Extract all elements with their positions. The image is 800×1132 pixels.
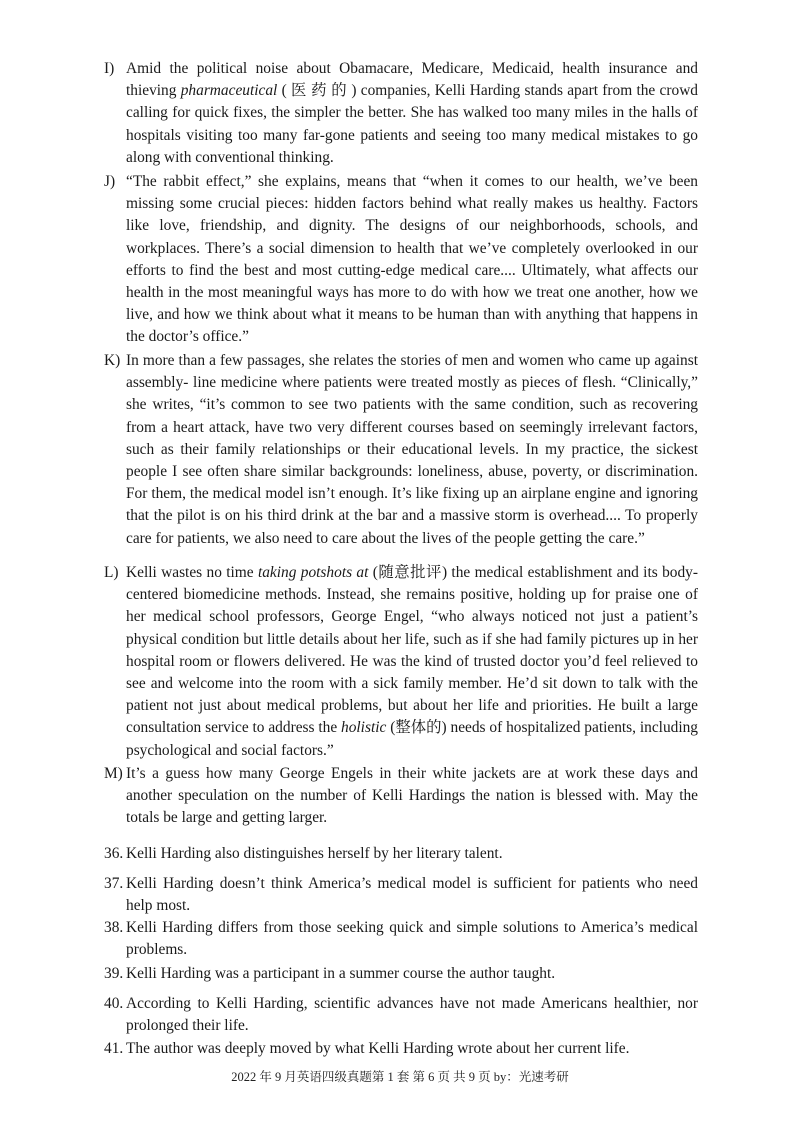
paragraph-m: [104, 763, 698, 830]
question-text: Kelli Harding differs from those seeking quick and simple solutions to America’s medical problems.: [126, 919, 698, 959]
question-number: 37.: [104, 875, 124, 892]
question-item: [104, 963, 698, 985]
paragraph-l: [104, 562, 698, 762]
text-run: (整体的) needs of hospitalized patients, including psychological and social factors.”: [126, 719, 698, 759]
italic-term: holistic: [341, 719, 387, 737]
paragraph-label: L): [104, 564, 119, 581]
text-run: (随意批评) the medical establishment and its body-centered biomedicine methods. Instead, she remains positive, holding up for praise one of her medical school professors, George Engel, “who always noticed not just a patient’s physical condition but little details about her life, such as if she had family pictures up in her hospital room or flowers delivered. He was the kind of trusted doctor you’d feel relieved to see and welcome into the room with a sick family member. He’d sit down to talk with the patient not just about medical problems, but about her life and priorities. He built a large consultation service to address the: [126, 564, 698, 737]
text-run: Kelli wastes no time: [126, 564, 258, 581]
question-item: [104, 873, 698, 917]
question-text: Kelli Harding also distinguishes herself by her literary talent.: [126, 845, 503, 862]
paragraph-text: [104, 171, 698, 349]
paragraph-label: I): [104, 60, 115, 77]
paragraph-j: [104, 171, 698, 349]
text-run: ( 医 药 的 ) companies, Kelli Harding stands apart from the crowd calling for quick fixes, the simpler the better. She has walked too many miles in the halls of hospitals visiting too many far-gone patients and seeing too many medical mistakes to go along with conventional thinking.: [126, 82, 698, 166]
page-footer: 2022 年 9 月英语四级真题第 1 套 第 6 页 共 9 页 by：光速考研: [231, 1070, 569, 1084]
paragraph-label: M): [104, 765, 123, 782]
question-number: 39.: [104, 965, 124, 982]
text-run: In more than a few passages, she relates the stories of men and women who came up against assembly- line medicine where patients were treated mostly as pieces of flesh. “Clinically,” she writes, “it’s common to see two patients with the same condition, such as recovering from a heart attack, have two very different courses based on seemingly irrelevant factors, such as their family relationships or their educational levels. In my practice, the sickest people I see often share similar backgrounds: loneliness, abuse, poverty, or discrimination. For them, the medical model isn’t enough. It’s like fixing up an airplane engine and ignoring that the pilot is on his third drink at the bar and a massive storm is overhead.... To properly care for patients, we also need to care about the lives of the people getting the care.”: [126, 352, 698, 547]
text-run: “The rabbit effect,” she explains, means that “when it comes to our health, we’ve been missing some crucial pieces: hidden factors behind what really makes us healthy. Factors like love, friendship, and dignity. The designs of our neighborhoods, schools, and workplaces. There’s a social dimension to health that we’ve completely overlooked in our efforts to find the best and most cutting-edge medical care.... Ultimately, what affects our health in the most meaningful ways has more to do with how we treat one another, how we live, and how we think about what it means to be human than with anything that happens in the doctor’s office.”: [126, 173, 698, 346]
paragraph-k: [104, 350, 698, 550]
paragraph-text: [104, 763, 698, 830]
question-number: 38.: [104, 919, 124, 936]
question-number: 41.: [104, 1040, 124, 1057]
text-run: Amid the political noise about Obamacare, Medicare, Medicaid, health insurance and thieving: [126, 60, 698, 100]
question-text: According to Kelli Harding, scientific advances have not made Americans healthier, nor prolonged their life.: [126, 995, 698, 1035]
paragraph-text: [104, 58, 698, 169]
paragraph-i: [104, 58, 698, 169]
question-number: 36.: [104, 845, 124, 862]
paragraph-text: [104, 350, 698, 550]
question-number: 40.: [104, 995, 124, 1012]
question-text: Kelli Harding doesn’t think America’s medical model is sufficient for patients who need help most.: [126, 875, 698, 915]
paragraph-label: K): [104, 352, 121, 369]
question-item: [104, 843, 698, 865]
question-text: Kelli Harding was a participant in a summer course the author taught.: [126, 965, 556, 982]
question-item: [104, 1038, 698, 1060]
question-item: [104, 993, 698, 1037]
question-item: [104, 917, 698, 961]
text-run: It’s a guess how many George Engels in their white jackets are at work these days and another speculation on the number of Kelli Hardings the nation is blessed with. May the totals be large and getting larger.: [126, 765, 698, 827]
paragraph-label: J): [104, 173, 116, 190]
italic-term: taking potshots at: [257, 564, 369, 581]
italic-term: pharmaceutical: [180, 82, 278, 100]
question-text: The author was deeply moved by what Kelli Harding wrote about her current life.: [126, 1040, 630, 1057]
paragraph-text: [104, 562, 698, 762]
